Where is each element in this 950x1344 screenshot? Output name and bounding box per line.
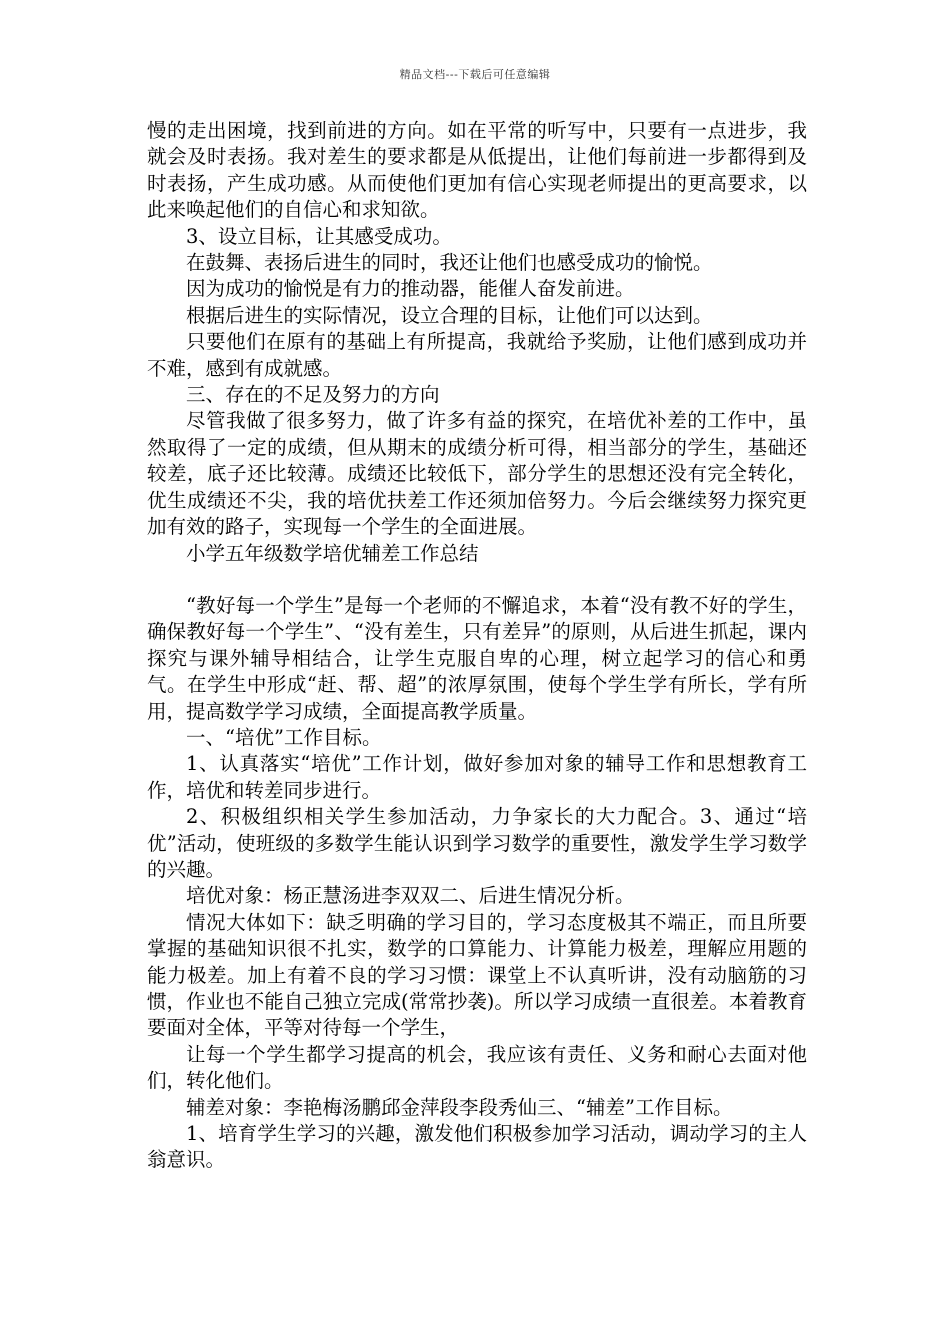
paragraph: 3、设立目标，让其感受成功。 bbox=[186, 224, 452, 248]
document-title: 小学五年级数学培优辅差工作总结 bbox=[186, 541, 479, 565]
document-body bbox=[147, 118, 807, 1174]
paragraph: 1、认真落实“培优”工作计划，做好参加对象的辅导工作和思想教育工作，培优和转差同步进行。 bbox=[147, 752, 807, 802]
paragraph: 2、积极组织相关学生参加活动，力争家长的大力配合。3、通过“培优”活动，使班级的多数学生能认识到学习数学的重要性，激发学生学习数学的兴趣。 bbox=[147, 805, 807, 881]
page-header: 精品文档---下载后可任意编辑 bbox=[399, 68, 551, 81]
section-heading: 三、存在的不足及努力的方向 bbox=[186, 383, 440, 407]
paragraph: 根据后进生的实际情况，设立合理的目标，让他们可以达到。 bbox=[186, 303, 713, 327]
paragraph: 在鼓舞、表扬后进生的同时，我还让他们也感受成功的愉悦。 bbox=[186, 251, 713, 275]
paragraph: 只要他们在原有的基础上有所提高，我就给予奖励，让他们感到成功并不难，感到有成就感。 bbox=[147, 330, 807, 380]
paragraph: 让每一个学生都学习提高的机会，我应该有责任、义务和耐心去面对他们，转化他们。 bbox=[147, 1042, 807, 1093]
paragraph: 尽管我做了很多努力，做了许多有益的探究，在培优补差的工作中，虽然取得了一定的成绩，但从期末的成绩分析可得，相当部分的学生，基础还较差，底子还比较薄。成绩还比较低下，部分学生的思想还没有完全转化，优生成绩还不尖，我的培优扶差工作还须加倍努力。今后会继续努力探究更加有效的路子，实现每一个学生的全面进展。 bbox=[147, 409, 807, 539]
paragraph: “教好每一个学生”是每一个老师的不懈追求，本着“没有教不好的学生，确保教好每一个学生”、“没有差生，只有差异”的原则，从后进生抓起，课内探究与课外辅导相结合，让学生克服自卑的心理，树立起学习的信心和勇气。在学生中形成“赶、帮、超”的浓厚氛围，使每个学生学有所长，学有所用，提高数学学习成绩，全面提高教学质量。 bbox=[147, 593, 807, 723]
paragraph: 辅差对象：李艳梅汤鹏邱金萍段李段秀仙三、“辅差”工作目标。 bbox=[186, 1095, 733, 1119]
paragraph: 情况大体如下：缺乏明确的学习目的，学习态度极其不端正，而且所要掌握的基础知识很不扎实，数学的口算能力、计算能力极差，理解应用题的能力极差。加上有着不良的学习习惯：课堂上不认真听讲，没有动脑筋的习惯，作业也不能自己独立完成(常常抄袭)。所以学习成绩一直很差。本着教育要面对全体，平等对待每一个学生， bbox=[147, 910, 807, 1040]
paragraph: 培优对象：杨正慧汤进李双双二、后进生情况分析。 bbox=[186, 884, 635, 908]
paragraph: 慢的走出困境，找到前进的方向。如在平常的听写中，只要有一点进步，我就会及时表扬。我对差生的要求都是从低提出，让他们每前进一步都得到及时表扬，产生成功感。从而使他们更加有信心实现老师提出的更高要求，以此来唤起他们的自信心和求知欲。 bbox=[147, 119, 807, 222]
paragraph: 1、培育学生学习的兴趣，激发他们积极参加学习活动，调动学习的主人翁意识。 bbox=[147, 1122, 807, 1172]
paragraph: 因为成功的愉悦是有力的推动器，能催人奋发前进。 bbox=[186, 277, 635, 301]
blank-line bbox=[147, 567, 807, 593]
section-heading: 一、“培优”工作目标。 bbox=[186, 725, 382, 749]
